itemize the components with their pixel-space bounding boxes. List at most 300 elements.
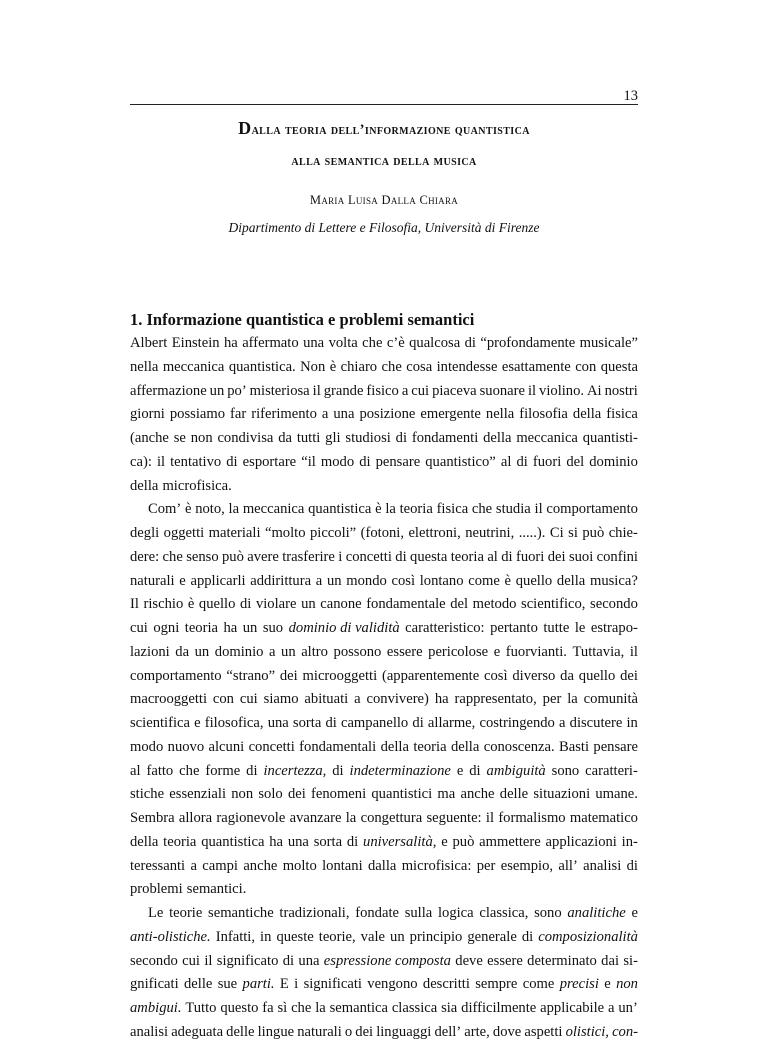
body-word: quantistici — [371, 786, 433, 803]
body-word: mondo — [346, 572, 387, 589]
body-word: espressione composta — [323, 952, 451, 969]
body-word: se — [173, 430, 186, 446]
body-word: indeterminazione — [349, 762, 451, 779]
body-word: la — [567, 691, 578, 708]
body-word: delle — [183, 976, 213, 993]
body-word: comunità — [583, 691, 638, 708]
body-word: a — [401, 382, 409, 399]
body-word: composizionalità — [538, 928, 638, 945]
body-word: studia — [495, 501, 531, 518]
body-word: ca): — [130, 453, 152, 470]
body-word: la — [315, 1000, 326, 1016]
body-word: sorta — [313, 833, 343, 850]
body-word: confini — [596, 548, 638, 565]
body-word: ha — [223, 620, 238, 636]
body-word: i — [338, 548, 343, 565]
body-word: di — [412, 715, 424, 731]
body-word: scientifico, — [521, 596, 586, 613]
body-word: analisi — [130, 1023, 169, 1040]
body-word: Com’ — [148, 501, 182, 518]
body-word: ha — [434, 691, 449, 708]
body-word: fondamenti — [411, 430, 479, 446]
body-word: conoscenza. — [483, 738, 555, 755]
body-word: ammettere — [479, 833, 541, 850]
body-word: pensare — [593, 738, 638, 755]
body-word: applicazioni — [545, 833, 617, 850]
body-word: problemi — [130, 881, 183, 898]
body-word: è — [504, 572, 512, 589]
body-word: che — [162, 548, 183, 565]
body-word: la — [228, 501, 240, 518]
body-word: senso — [186, 548, 219, 565]
body-word: un — [326, 572, 342, 589]
body-word: della — [450, 738, 480, 755]
body-word: chie- — [608, 525, 638, 541]
body-word: quantistico” — [425, 453, 496, 470]
body-word: quantistica — [308, 501, 372, 518]
body-word: sempre — [475, 976, 518, 993]
title-line-1 — [130, 118, 638, 139]
body-word: parti. — [242, 976, 275, 993]
body-word: tutte — [543, 620, 570, 636]
body-word: suonare — [479, 382, 525, 399]
body-word: affermato — [242, 335, 299, 351]
body-word: anche — [460, 786, 495, 803]
body-word: Ai — [587, 382, 602, 399]
author: Maria Luisa Dalla Chiara — [309, 193, 459, 207]
body-word: applicabile — [540, 1000, 605, 1016]
body-word: Einstein — [171, 335, 220, 351]
body-word: po’ — [227, 382, 247, 399]
body-word: semantiche — [208, 905, 274, 921]
body-word: lingue — [257, 1023, 295, 1040]
body-word: sue — [217, 976, 238, 993]
body-word: chiaro — [340, 358, 378, 375]
body-word: microfisica. — [162, 477, 232, 494]
body-word: un — [281, 643, 296, 660]
body-word: questa — [600, 358, 638, 375]
body-word: allora — [178, 810, 213, 826]
body-word: tradizionali, — [279, 905, 350, 921]
body-word: possono — [333, 643, 382, 660]
body-word: neutrini, — [465, 525, 515, 541]
body-word: piaceva — [432, 382, 477, 399]
body-word: fondamentali — [299, 738, 377, 755]
body-word: del — [566, 453, 585, 470]
body-word: una — [287, 833, 309, 850]
body-word: misteriosa — [249, 382, 310, 399]
body-line — [130, 332, 638, 356]
affiliation: Dipartimento di Lettere e Filosofia, Università di Firenze — [228, 220, 540, 235]
body-word: .....). — [518, 525, 546, 541]
body-word: allarme, — [427, 715, 476, 731]
body-word: ambiguità — [486, 762, 546, 779]
body-word: microfisica: — [401, 857, 472, 874]
body-word: che — [381, 358, 402, 375]
body-line — [130, 760, 638, 784]
body-word: teoria — [399, 501, 433, 518]
body-word: difficilmente — [461, 1000, 537, 1016]
body-word: o — [344, 1023, 353, 1040]
body-word: caratteristico: — [405, 620, 485, 636]
body-word: dell’ — [434, 1023, 462, 1040]
body-word: stiche — [130, 786, 165, 803]
body-word: essere — [487, 952, 523, 969]
body-word: dominio — [214, 643, 264, 660]
body-word: cosa — [406, 358, 433, 375]
body-word: quantistica. — [228, 358, 296, 375]
body-word: comportamento — [130, 667, 222, 684]
header-rule — [130, 104, 638, 105]
body-word: analisi — [583, 857, 622, 874]
body-word: “il — [301, 453, 316, 470]
body-word: materiali — [208, 525, 261, 541]
body-word: avere — [247, 548, 279, 565]
body-word: meccanica — [242, 501, 305, 518]
body-word: questa — [410, 548, 448, 565]
body-word: quello — [198, 596, 236, 613]
body-word: Albert — [130, 335, 168, 351]
body-word: piccoli” — [309, 525, 357, 541]
body-word: e — [456, 762, 464, 779]
body-word: fenomeni — [311, 786, 367, 803]
body-word: al — [130, 762, 141, 779]
body-word: all’ — [558, 857, 578, 874]
body-word: a — [608, 1000, 615, 1016]
body-word: modo — [320, 453, 355, 470]
body-word: di — [626, 857, 638, 874]
body-word: semantica — [329, 1000, 388, 1016]
body-word: di — [464, 335, 476, 351]
body-word: dei — [279, 667, 298, 684]
body-word: ma — [437, 786, 456, 803]
body-word: il — [629, 643, 638, 660]
body-word: che — [471, 501, 493, 518]
body-word: sono — [551, 762, 580, 779]
body-word: (fotoni, — [360, 525, 404, 541]
body-word: il — [527, 382, 537, 399]
body-word: solo — [258, 786, 283, 803]
body-word: di — [395, 430, 407, 446]
body-line — [130, 546, 638, 570]
body-word: con- — [612, 1023, 638, 1040]
body-word: non — [190, 430, 213, 446]
body-line — [130, 855, 638, 879]
body-word: che — [179, 762, 200, 779]
body-line — [130, 783, 638, 807]
body-word: dalla — [367, 857, 397, 874]
body-word: pericolose — [428, 643, 489, 660]
body-word: Infatti, — [215, 928, 256, 945]
body-text — [130, 332, 638, 1045]
body-word: è — [187, 596, 195, 613]
body-line — [130, 688, 638, 712]
body-word: esempio, — [500, 857, 554, 874]
body-word: fuorvianti. — [505, 643, 567, 660]
body-word: si- — [623, 952, 638, 969]
body-word: diverso — [512, 667, 556, 684]
body-word: fondate — [355, 905, 399, 921]
body-word: violare — [255, 596, 297, 613]
body-line — [130, 926, 638, 950]
body-word: c’è — [386, 335, 405, 351]
body-word: teoria — [163, 833, 197, 850]
body-word: che — [362, 335, 383, 351]
body-word: e — [631, 905, 638, 921]
body-word: aspetti — [524, 1023, 563, 1040]
body-word: secondo — [130, 952, 178, 969]
body-word: di — [516, 453, 528, 470]
body-word: musicale” — [579, 335, 638, 351]
body-word: a — [315, 572, 323, 589]
body-word: giorni — [130, 406, 165, 423]
body-word: rappresentato, — [454, 691, 537, 708]
body-word: canone — [320, 596, 362, 613]
body-word: a — [559, 715, 566, 731]
body-word: incertezza, — [263, 762, 327, 779]
body-word: universalità, — [363, 833, 437, 850]
body-word: di — [501, 548, 513, 565]
body-word: la — [385, 501, 396, 518]
body-word: in- — [621, 833, 638, 850]
body-word: rischio — [143, 596, 184, 613]
body-word: intendesse — [436, 358, 498, 375]
body-word: macrooggetti — [130, 691, 207, 708]
body-word: della — [130, 477, 159, 494]
body-line — [130, 522, 638, 546]
body-word: non — [231, 786, 254, 803]
body-word: di — [332, 762, 344, 779]
body-word: campanello — [340, 715, 409, 731]
body-word: può — [452, 833, 475, 850]
body-word: è — [329, 358, 337, 375]
body-word: gli — [325, 430, 341, 446]
body-word: fisica — [606, 406, 638, 423]
body-word: qualcosa — [409, 335, 461, 351]
body-word: suo — [262, 620, 284, 636]
body-word: teoria — [413, 738, 447, 755]
body-word: generale — [467, 928, 517, 945]
body-word: teorie, — [318, 928, 356, 945]
body-word: un — [194, 643, 210, 660]
body-line — [130, 380, 638, 404]
body-word: significati — [303, 976, 362, 993]
body-word: di — [521, 928, 534, 945]
body-word: dere: — [130, 548, 160, 565]
body-line — [130, 617, 638, 641]
body-word: che — [291, 1000, 312, 1016]
body-word: dei — [287, 786, 306, 803]
body-word: studiosi — [345, 430, 391, 446]
body-word: una — [303, 335, 325, 351]
body-word: dominio — [589, 453, 638, 470]
body-word: sulla — [404, 905, 433, 921]
body-word: costringendo — [479, 715, 555, 731]
body-word: linguaggi — [376, 1023, 432, 1040]
body-word: avanzare — [289, 810, 342, 826]
body-word: affermazione — [130, 382, 207, 399]
body-word: abituati — [304, 691, 349, 708]
body-word: cui — [411, 382, 430, 399]
body-word: arte, — [464, 1023, 490, 1040]
body-word: teoria — [450, 548, 484, 565]
body-word: di — [282, 952, 295, 969]
body-word: ha — [223, 335, 238, 351]
body-word: vale — [360, 928, 385, 945]
body-word: condivisa — [217, 430, 274, 446]
body-word: può — [582, 525, 605, 541]
body-word: fa — [262, 1000, 274, 1016]
body-word: Il — [130, 596, 139, 613]
body-word: non — [616, 976, 638, 993]
body-word: come — [522, 976, 555, 993]
body-word: teressanti — [130, 857, 186, 874]
body-word: oggetti — [163, 525, 205, 541]
body-word: nuovo — [167, 738, 205, 755]
body-word: nostri — [604, 382, 638, 399]
title-line-2: alla semantica della musica — [291, 154, 477, 169]
body-word: siamo — [263, 691, 299, 708]
body-word: campi — [202, 857, 238, 874]
body-word: e — [441, 833, 448, 850]
body-word: ogni — [153, 620, 180, 636]
body-line — [130, 451, 638, 475]
body-word: naturali — [297, 1023, 342, 1040]
body-word: il — [534, 501, 543, 518]
body-word: della — [130, 833, 159, 850]
body-word: e — [179, 572, 186, 589]
body-line — [130, 641, 638, 665]
body-word: in — [626, 715, 638, 731]
body-word: gnificati — [130, 976, 179, 993]
body-word: il — [204, 952, 213, 969]
body-word: filosofia — [519, 406, 568, 423]
body-word: convivere) — [366, 691, 429, 708]
body-word: da — [278, 430, 292, 446]
body-line — [130, 878, 638, 902]
body-word: è — [184, 501, 192, 518]
body-word: delle — [499, 786, 529, 803]
body-word: cui — [130, 620, 148, 636]
body-word: applicarli — [190, 572, 246, 589]
body-word: sono — [534, 905, 562, 921]
body-word: “profondamente — [480, 335, 576, 351]
body-word: estrapo- — [590, 620, 638, 636]
body-line — [130, 498, 638, 522]
body-line — [130, 427, 638, 451]
body-word: fuori — [532, 453, 562, 470]
body-word: “strano” — [226, 667, 276, 684]
body-word: fuori — [515, 548, 545, 565]
body-word: per — [542, 691, 562, 708]
body-word: caratteri- — [585, 762, 638, 779]
body-word: sì — [277, 1000, 288, 1016]
body-line — [130, 807, 638, 831]
body-word: microoggetti — [302, 667, 378, 684]
body-word: di — [469, 762, 481, 779]
body-word: analitiche — [567, 905, 626, 921]
body-word: un — [242, 620, 258, 636]
body-word: volta — [328, 335, 358, 351]
body-word: una — [298, 952, 320, 969]
body-word: come — [468, 572, 500, 589]
body-word: logica — [437, 905, 474, 921]
body-word: discutere — [569, 715, 623, 731]
body-word: cui — [239, 691, 258, 708]
body-word: e — [604, 976, 611, 993]
body-word: meccanica — [162, 358, 225, 375]
body-word: dei — [547, 548, 566, 565]
body-word: di — [240, 596, 252, 613]
body-word: quello — [578, 667, 616, 684]
body-word: scientifica — [130, 715, 190, 731]
body-word: far — [230, 406, 247, 423]
body-word: a — [190, 857, 197, 874]
body-word: un — [390, 928, 405, 945]
body-word: E — [279, 976, 289, 993]
body-word: determinato — [527, 952, 597, 969]
body-word: forme — [205, 762, 241, 779]
body-word: Ci — [549, 525, 564, 541]
body-word: altro — [301, 643, 328, 660]
body-word: semantici. — [186, 881, 247, 898]
body-word: dei — [355, 1023, 374, 1040]
body-word: di — [226, 453, 238, 470]
body-word: il — [156, 453, 166, 470]
body-word: teoria — [184, 620, 218, 636]
section-heading: 1. Informazione quantistica e problemi semantici — [130, 310, 475, 329]
page-number: 13 — [623, 88, 638, 104]
body-word: un — [209, 382, 225, 399]
body-word: addirittura — [250, 572, 312, 589]
body-word: esattamente — [501, 358, 571, 375]
body-word: della — [483, 430, 512, 446]
body-line — [130, 902, 638, 926]
body-word: in — [260, 928, 272, 945]
body-word: comportamento — [546, 501, 638, 518]
body-word: meccanica — [516, 430, 578, 446]
body-word: Non — [300, 358, 326, 375]
body-word: lazioni — [130, 643, 170, 660]
body-line — [130, 570, 638, 594]
body-word: e — [493, 643, 501, 660]
body-word: molto — [282, 857, 317, 874]
body-word: ragionevole — [216, 810, 286, 826]
body-word: una — [333, 406, 355, 423]
body-word: deve — [455, 952, 483, 969]
body-word: ambigui. — [130, 1000, 182, 1016]
body-word: cui — [182, 952, 200, 969]
body-word: metodo — [472, 596, 517, 613]
body-word: fondamentale — [366, 596, 446, 613]
body-word: delle — [226, 1023, 255, 1040]
body-word: precisi — [559, 976, 599, 993]
body-word: concetti — [248, 738, 295, 755]
body-word: trasferire — [282, 548, 335, 565]
body-word: sia — [441, 1000, 458, 1016]
body-word: anti-olistiche. — [130, 928, 211, 945]
body-word: principio — [409, 928, 463, 945]
body-word: al — [487, 548, 498, 565]
body-word: il — [312, 382, 321, 399]
body-word: con — [575, 358, 597, 375]
body-word: di — [246, 762, 258, 779]
body-word: della — [556, 572, 586, 589]
body-word: il — [485, 810, 495, 826]
body-word: elettroni, — [408, 525, 461, 541]
body-word: del — [450, 596, 469, 613]
body-word: con — [212, 691, 234, 708]
